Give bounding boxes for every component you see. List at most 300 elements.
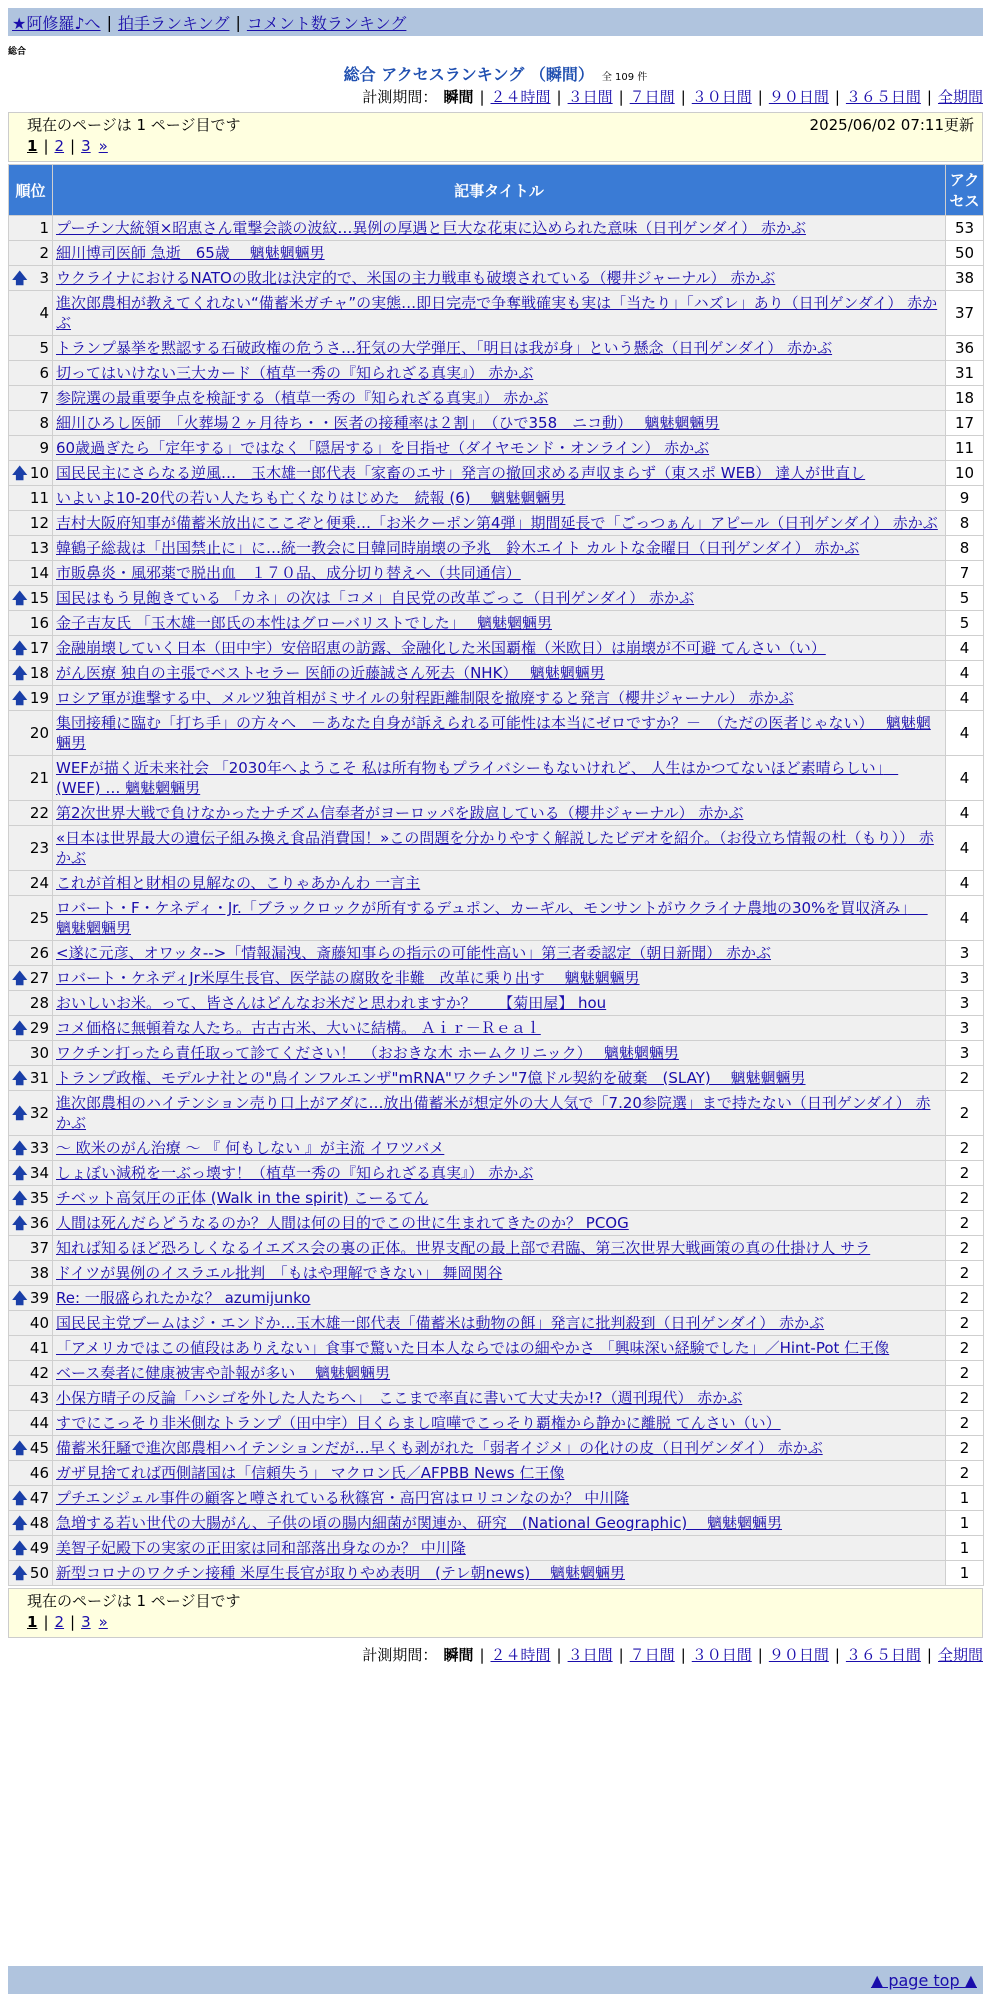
access-count: 8 (946, 536, 984, 561)
rank-number: 24 (29, 874, 49, 892)
rank-cell (9, 611, 53, 636)
top-nav-link[interactable]: 拍手ランキング (117, 13, 230, 33)
table-row (9, 1016, 984, 1041)
rank-cell (9, 1386, 53, 1411)
rank-number: 6 (39, 364, 49, 382)
table-row (9, 486, 984, 511)
period-link[interactable]: ７日間 (629, 1646, 675, 1664)
access-count: 36 (946, 336, 984, 361)
article-link[interactable]: トランプ暴挙を黙認する石破政権の危うさ…狂気の大学弾圧、「明日は我が身」という懸念（日刊ゲンダイ） 赤かぶ (56, 339, 833, 357)
rank-cell (9, 966, 53, 991)
access-count: 8 (946, 511, 984, 536)
title-cell (53, 266, 946, 291)
rank-number: 28 (29, 994, 49, 1012)
rank-cell (9, 801, 53, 826)
access-count: 2 (946, 1066, 984, 1091)
nav-separator: | (106, 12, 112, 32)
top-nav-link[interactable]: ★阿修羅♪へ (12, 13, 101, 33)
rank-cell (9, 586, 53, 611)
table-row (9, 1261, 984, 1286)
period-separator: | (680, 1646, 686, 1664)
access-count: 2 (946, 1261, 984, 1286)
article-link[interactable]: 集団接種に臨む「打ち手」の方々へ －あなた自身が訴えられる可能性は本当にゼロですか？－ （ただの医者じゃない） 魑魅魍魎男 (56, 714, 931, 752)
rank-cell (9, 826, 53, 871)
title-cell (53, 1211, 946, 1236)
rank-cell (9, 411, 53, 436)
access-count: 1 (946, 1536, 984, 1561)
title-cell (53, 486, 946, 511)
period-link[interactable]: ３６５日間 (845, 88, 921, 106)
rank-cell (9, 1286, 53, 1311)
rank-number: 35 (29, 1189, 49, 1207)
rank-number: 4 (39, 304, 49, 322)
rank-number: 33 (29, 1139, 49, 1157)
title-cell (53, 1336, 946, 1361)
title-header: 記事タイトル (53, 165, 946, 216)
title-cell (53, 586, 946, 611)
title-cell (53, 511, 946, 536)
article-link[interactable]: 備蓄米狂騒で進次郎農相ハイテンションだが…早くも剥がれた「弱者イジメ」の化けの皮（日刊ゲンダイ） 赤かぶ (56, 1439, 823, 1457)
table-row (9, 241, 984, 266)
up-arrow-icon: 🡅 (12, 1189, 28, 1207)
rank-number: 16 (29, 614, 49, 632)
article-link[interactable]: 「アメリカではこの値段はありえない」食事で驚いた日本人ならではの細やかさ 「興味深い経験でした」／Hint-Pot 仁王像 (56, 1339, 890, 1357)
rank-number: 25 (29, 909, 49, 927)
article-link[interactable]: 金子吉友氏 「玉木雄一郎氏の本性はグローバリストでした」 魑魅魍魎男 (56, 614, 552, 632)
rank-cell (9, 1486, 53, 1511)
article-link[interactable]: 進次郎農相のハイテンション売り口上がアダに…放出備蓄米が想定外の大人気で「7.20参院選」まで持たない（日刊ゲンダイ） 赤かぶ (56, 1094, 931, 1132)
title-cell (53, 1461, 946, 1486)
category-label: 総合 (8, 47, 27, 57)
pager-page-link[interactable]: 2 (54, 137, 65, 155)
rank-cell (9, 291, 53, 336)
article-link[interactable]: 国民民主にさらなる逆風… 玉木雄一郎代表「家畜のエサ」発言の撤回求める声収まらず（東スポ WEB） 達人が世直し (56, 464, 866, 482)
rank-number: 12 (29, 514, 49, 532)
table-row (9, 966, 984, 991)
article-link[interactable]: 60歳過ぎたら「定年する」ではなく「隠居する」を目指せ（ダイヤモンド・オンライン） 赤かぶ (56, 439, 710, 457)
title-cell (53, 1066, 946, 1091)
article-link[interactable]: ガザ見捨てれば西側諸国は「信頼失う」 マクロン氏／AFPBB News 仁王像 (56, 1464, 565, 1482)
table-row (9, 661, 984, 686)
rank-cell (9, 486, 53, 511)
article-link[interactable]: 細川博司医師 急逝 65歳 魑魅魍魎男 (56, 244, 325, 262)
period-link[interactable]: ２４時間 (490, 88, 551, 106)
access-count: 2 (946, 1236, 984, 1261)
ranking-table-body (9, 216, 984, 1586)
title-cell (53, 941, 946, 966)
table-row (9, 461, 984, 486)
access-count: 4 (946, 711, 984, 756)
access-count: 9 (946, 486, 984, 511)
title-cell (53, 1411, 946, 1436)
article-link[interactable]: WEFが描く近未来社会 「2030年へようこそ 私は所有物もプライバシーもないけれど、 人生はかつてないほど素晴らしい」 (WEF) … 魑魅魍魎男 (56, 759, 899, 797)
up-arrow-icon: 🡅 (12, 1069, 28, 1087)
article-link[interactable]: おいしいお米。って、皆さんはどんなお米だと思われますか？ 【菊田屋】 hou (56, 994, 607, 1012)
rank-number: 3 (39, 269, 49, 287)
access-count: 2 (946, 1361, 984, 1386)
access-count: 3 (946, 991, 984, 1016)
table-row (9, 1536, 984, 1561)
up-arrow-icon: 🡅 (12, 1539, 28, 1557)
article-link[interactable]: ワクチン打ったら責任取って診てください！ （おおきな木 ホームクリニック） 魑魅魍魎男 (56, 1044, 679, 1062)
article-link[interactable]: プーチン大統領×昭恵さん電撃会談の波紋…異例の厚遇と巨大な花束に込められた意味（日刊ゲンダイ） 赤かぶ (56, 219, 806, 237)
pager (9, 1611, 982, 1633)
up-arrow-icon: 🡅 (12, 1104, 28, 1122)
table-row (9, 896, 984, 941)
access-count: 4 (946, 871, 984, 896)
table-row (9, 1186, 984, 1211)
table-row (9, 1561, 984, 1586)
rank-cell (9, 1461, 53, 1486)
rank-cell (9, 1536, 53, 1561)
up-arrow-icon: 🡅 (12, 1164, 28, 1182)
access-count: 3 (946, 941, 984, 966)
period-link[interactable]: ３日間 (567, 1646, 613, 1664)
pager-page-link[interactable]: 3 (81, 137, 91, 155)
rank-number: 10 (29, 464, 49, 482)
article-link[interactable]: 新型コロナのワクチン接種 米厚生長官が取りやめ表明 (テレ朝news) 魑魅魍魎男 (56, 1564, 626, 1582)
table-row (9, 511, 984, 536)
title-cell (53, 1536, 946, 1561)
table-row (9, 266, 984, 291)
article-link[interactable]: 急増する若い世代の大腸がん、子供の頃の腸内細菌が関連か、研究 (National Geographic) 魑魅魍魎男 (56, 1514, 783, 1532)
access-count: 7 (946, 561, 984, 586)
access-count: 53 (946, 216, 984, 241)
table-row (9, 756, 984, 801)
rank-cell (9, 511, 53, 536)
period-link[interactable]: ９０日間 (768, 88, 829, 106)
table-row (9, 411, 984, 436)
rank-number: 14 (29, 564, 49, 582)
up-arrow-icon: 🡅 (12, 639, 28, 657)
period-link[interactable]: ３６５日間 (845, 1646, 921, 1664)
rank-number: 34 (29, 1164, 49, 1182)
rank-number: 36 (29, 1214, 49, 1232)
article-link[interactable]: Re: 一服盛られたかな？ azumijunko (56, 1289, 311, 1307)
article-link[interactable]: 金融崩壊していく日本（田中宇）安倍昭恵の訪露、金融化した米国覇権（米欧日）は崩壊が不可避 てんさい（い） (56, 639, 826, 657)
rank-number: 11 (29, 489, 49, 507)
period-link[interactable]: ９０日間 (768, 1646, 829, 1664)
table-row (9, 611, 984, 636)
rank-cell (9, 536, 53, 561)
rank-cell (9, 1261, 53, 1286)
period-link[interactable]: ７日間 (629, 88, 675, 106)
rank-cell (9, 1511, 53, 1536)
rank-header: 順位 (9, 165, 53, 216)
table-row (9, 1136, 984, 1161)
up-arrow-icon: 🡅 (12, 1289, 28, 1307)
title-cell (53, 896, 946, 941)
rank-cell (9, 461, 53, 486)
period-current: 瞬間 (443, 88, 474, 106)
article-link[interactable]: ロシア軍が進撃する中、メルツ独首相がミサイルの射程距離制限を撤廃すると発言（櫻井ジャーナル） 赤かぶ (56, 689, 794, 707)
nav-separator: | (235, 12, 241, 32)
title-cell (53, 411, 946, 436)
up-arrow-icon: 🡅 (12, 1439, 28, 1457)
access-count: 1 (946, 1511, 984, 1536)
table-row (9, 586, 984, 611)
table-row (9, 1361, 984, 1386)
table-row (9, 1436, 984, 1461)
rank-cell (9, 1236, 53, 1261)
access-count: 31 (946, 361, 984, 386)
article-link[interactable]: 参院選の最重要争点を検証する（植草一秀の『知られざる真実』） 赤かぶ (56, 389, 549, 407)
rank-number: 42 (29, 1364, 49, 1382)
rank-cell (9, 1211, 53, 1236)
rank-number: 46 (29, 1464, 49, 1482)
rank-cell (9, 871, 53, 896)
title-cell (53, 661, 946, 686)
article-link[interactable]: ベース奏者に健康被害や訃報が多い 魑魅魍魎男 (56, 1364, 391, 1382)
article-link[interactable]: ウクライナにおけるNATOの敗北は決定的で、米国の主力戦車も破壊されている（櫻井ジャーナル） 赤かぶ (56, 269, 776, 287)
article-link[interactable]: チベット高気圧の正体 (Walk in the spirit) こーるてん (56, 1189, 429, 1207)
period-separator: | (757, 88, 763, 106)
access-count: 10 (946, 461, 984, 486)
table-row (9, 636, 984, 661)
table-row (9, 1286, 984, 1311)
table-row (9, 991, 984, 1016)
article-link[interactable]: プチエンジェル事件の顧客と噂されている秋篠宮・高円宮はロリコンなのか？ 中川隆 (56, 1489, 630, 1507)
rank-number: 20 (29, 724, 49, 742)
rank-number: 41 (29, 1339, 49, 1357)
rank-cell (9, 1016, 53, 1041)
rank-number: 13 (29, 539, 49, 557)
article-link[interactable]: コメ価格に無頓着な人たち。古古古米、大いに結構。 Ａｉｒ－Ｒｅａｌ (56, 1019, 541, 1037)
rank-number: 38 (29, 1264, 49, 1282)
rank-number: 1 (39, 219, 49, 237)
up-arrow-icon: 🡅 (12, 969, 28, 987)
rank-number: 17 (29, 639, 49, 657)
rank-number: 26 (29, 944, 49, 962)
page-heading (0, 62, 991, 85)
title-cell (53, 1311, 946, 1336)
access-count: 2 (946, 1286, 984, 1311)
top-nav-bar (8, 8, 983, 36)
rank-cell (9, 1161, 53, 1186)
rank-number: 50 (29, 1564, 49, 1582)
pager-separator: | (43, 1613, 49, 1631)
pager-next-link[interactable]: » (98, 1613, 108, 1631)
rank-cell (9, 1361, 53, 1386)
up-arrow-icon: 🡅 (12, 1139, 28, 1157)
rank-cell (9, 1091, 53, 1136)
rank-cell (9, 711, 53, 756)
rank-number: 23 (29, 839, 49, 857)
rank-number: 8 (39, 414, 49, 432)
rank-cell (9, 686, 53, 711)
table-row (9, 1236, 984, 1261)
period-label: 計測期間： (362, 88, 438, 106)
article-link[interactable]: がん医療 独自の主張でベストセラー 医師の近藤誠さん死去（NHK） 魑魅魍魎男 (56, 664, 605, 682)
period-link[interactable]: ３０日間 (691, 1646, 752, 1664)
up-arrow-icon: 🡅 (12, 269, 28, 287)
period-separator: | (618, 88, 624, 106)
access-count: 3 (946, 1016, 984, 1041)
pager-page-link[interactable]: 3 (81, 1613, 91, 1631)
access-count: 50 (946, 241, 984, 266)
rank-number: 29 (29, 1019, 49, 1037)
period-separator: | (680, 88, 686, 106)
heading-count: 全 109 件 (601, 72, 648, 83)
up-arrow-icon: 🡅 (12, 1564, 28, 1582)
rank-number: 21 (29, 769, 49, 787)
access-count: 4 (946, 826, 984, 871)
table-row (9, 1461, 984, 1486)
period-link[interactable]: 全期間 (937, 88, 983, 106)
title-cell (53, 461, 946, 486)
period-current: 瞬間 (443, 1646, 474, 1664)
title-cell (53, 636, 946, 661)
access-header: アクセス (946, 165, 984, 216)
period-link[interactable]: ３日間 (567, 88, 613, 106)
article-link[interactable]: 市販鼻炎・風邪薬で脱出血 １７０品、成分切り替えへ（共同通信） (56, 564, 521, 582)
title-cell (53, 1486, 946, 1511)
rank-cell (9, 266, 53, 291)
article-link[interactable]: ドイツが異例のイスラエル批判 「もはや理解できない」 舞岡関谷 (56, 1264, 503, 1282)
title-cell (53, 711, 946, 756)
article-link[interactable]: 切ってはいけない三大カード（植草一秀の『知られざる真実』） 赤かぶ (56, 364, 534, 382)
article-link[interactable]: これが首相と財相の見解なの、こりゃあかんわ 一言主 (56, 874, 421, 892)
article-link[interactable]: 国民民主党ブームはジ・エンドか…玉木雄一郎代表「備蓄米は動物の餌」発言に批判殺到（日刊ゲンダイ） 赤かぶ (56, 1314, 825, 1332)
rank-cell (9, 241, 53, 266)
pager (9, 135, 982, 157)
table-row (9, 941, 984, 966)
rank-cell (9, 1336, 53, 1361)
pager-separator: | (43, 137, 49, 155)
rank-cell (9, 991, 53, 1016)
table-row (9, 561, 984, 586)
title-cell (53, 1041, 946, 1066)
article-link[interactable]: ～ 欧米のがん治療 ～ 『 何もしない 』が主流 イワツバメ (56, 1139, 445, 1157)
pager-next-link[interactable]: » (98, 137, 108, 155)
table-row (9, 1161, 984, 1186)
up-arrow-icon: 🡅 (12, 1214, 28, 1232)
top-nav-link[interactable]: コメント数ランキング (246, 13, 407, 33)
article-link[interactable]: ロバート・F・ケネディ・Jr.「ブラックロックが所有するデュポン、カーギル、モンサントがウクライナ農地の30%を買収済み」 魑魅魍魎男 (56, 899, 928, 937)
rank-number: 43 (29, 1389, 49, 1407)
rank-cell (9, 436, 53, 461)
period-separator: | (618, 1646, 624, 1664)
access-count: 4 (946, 896, 984, 941)
rank-number: 37 (29, 1239, 49, 1257)
title-cell (53, 361, 946, 386)
article-link[interactable]: 美智子妃殿下の実家の正田家は同和部落出身なのか？ 中川隆 (56, 1539, 466, 1557)
title-cell (53, 386, 946, 411)
rank-cell (9, 361, 53, 386)
page-info-row (9, 113, 982, 135)
heading-title: 総合 アクセスランキング （瞬間） (343, 65, 594, 84)
title-cell (53, 216, 946, 241)
table-row (9, 1091, 984, 1136)
up-arrow-icon: 🡅 (12, 664, 28, 682)
article-link[interactable]: すでにこっそり非米側なトランプ（田中宇）目くらまし喧嘩でこっそり覇権から静かに離脱 てんさい（い） (56, 1414, 781, 1432)
access-count: 2 (946, 1186, 984, 1211)
rank-number: 49 (29, 1539, 49, 1557)
article-link[interactable]: <遂に元彦、オワッタ-->「情報漏洩、斎藤知事らの指示の可能性高い」第三者委認定（朝日新聞） 赤かぶ (56, 944, 771, 962)
rank-number: 32 (29, 1104, 49, 1122)
article-link[interactable]: 韓鶴子総裁は「出国禁止に」に…統一教会に日韓同時崩壊の予兆 鈴木エイト カルトな金曜日（日刊ゲンダイ） 赤かぶ (56, 539, 860, 557)
rank-number: 45 (29, 1439, 49, 1457)
rank-cell (9, 1066, 53, 1091)
period-link[interactable]: ２４時間 (490, 1646, 551, 1664)
access-count: 5 (946, 611, 984, 636)
rank-number: 27 (29, 969, 49, 987)
period-separator: | (479, 1646, 485, 1664)
access-count: 18 (946, 386, 984, 411)
article-link[interactable]: 細川ひろし医師 「火葬場２ヶ月待ち・・医者の接種率は２割」 （ひで358 ニコ動） 魑魅魍魎男 (56, 414, 720, 432)
up-arrow-icon: 🡅 (12, 464, 28, 482)
access-count: 11 (946, 436, 984, 461)
table-row (9, 386, 984, 411)
rank-number: 40 (29, 1314, 49, 1332)
table-row (9, 1311, 984, 1336)
access-count: 2 (946, 1136, 984, 1161)
rank-cell (9, 1311, 53, 1336)
table-row (9, 801, 984, 826)
rank-cell (9, 636, 53, 661)
article-link[interactable]: 吉村大阪府知事が備蓄米放出にここぞと便乗…「お米クーポン第4弾」期間延長で「ごっつぁん」アピール（日刊ゲンダイ） 赤かぶ (56, 514, 938, 532)
article-link[interactable]: 小保方晴子の反論「ハシゴを外した人たちへ」 ここまで率直に書いて大丈夫か!?（週刊現代） 赤かぶ (56, 1389, 743, 1407)
title-cell (53, 1186, 946, 1211)
pager-separator: | (70, 137, 76, 155)
title-cell (53, 1361, 946, 1386)
article-link[interactable]: 人間は死んだらどうなるのか？人間は何の目的でこの世に生まれてきたのか？ PCOG (56, 1214, 629, 1232)
period-link[interactable]: ３０日間 (691, 88, 752, 106)
title-cell (53, 561, 946, 586)
table-row (9, 1336, 984, 1361)
page-info-bottom (8, 1588, 983, 1638)
period-link[interactable]: 全期間 (937, 1646, 983, 1664)
article-link[interactable]: トランプ政権、モデルナ社との"鳥インフルエンザ"mRNA"ワクチン"7億ドル契約を破棄 (SLAY) 魑魅魍魎男 (56, 1069, 806, 1087)
article-link[interactable]: ロバート・ケネディJr米厚生長官、医学誌の腐敗を非難 改革に乗り出す 魑魅魍魎男 (56, 969, 640, 987)
page-top-link[interactable]: ▲ page top ▲ (870, 1970, 977, 1990)
table-row (9, 436, 984, 461)
title-cell (53, 801, 946, 826)
title-cell (53, 436, 946, 461)
rank-cell (9, 941, 53, 966)
access-count: 4 (946, 686, 984, 711)
access-count: 2 (946, 1386, 984, 1411)
title-cell (53, 1261, 946, 1286)
article-link[interactable]: 第2次世界大戦で負けなかったナチズム信奉者がヨーロッパを跋扈している（櫻井ジャーナル） 赤かぶ (56, 804, 744, 822)
article-link[interactable]: しょぼい減税を一ぶっ壊す！（植草一秀の『知られざる真実』） 赤かぶ (56, 1164, 534, 1182)
article-link[interactable]: 進次郎農相が教えてくれない“備蓄米ガチャ”の実態…即日完売で争奪戦確実も実は「当たり」「ハズレ」あり（日刊ゲンダイ） 赤かぶ (56, 294, 938, 332)
period-separator: | (556, 1646, 562, 1664)
title-cell (53, 756, 946, 801)
access-count: 2 (946, 1411, 984, 1436)
rank-cell (9, 1186, 53, 1211)
pager-current-page: 1 (27, 137, 38, 155)
article-link[interactable]: いよいよ10-20代の若い人たちも亡くなりはじめた 続報 (6) 魑魅魍魎男 (56, 489, 566, 507)
page-info-top (8, 112, 983, 162)
up-arrow-icon: 🡅 (12, 589, 28, 607)
title-cell (53, 336, 946, 361)
access-count: 2 (946, 1311, 984, 1336)
title-cell (53, 1436, 946, 1461)
article-link[interactable]: «日本は世界最大の遺伝子組み換え食品消費国！»この問題を分かりやすく解説したビデオを紹介。（お役立ち情報の杜（もり）） 赤かぶ (56, 829, 934, 867)
article-link[interactable]: 知れば知るほど恐ろしくなるイエズス会の裏の正体。世界支配の最上部で君臨、第三次世界大戦画策の真の仕掛け人 サラ (56, 1239, 871, 1257)
access-count: 3 (946, 966, 984, 991)
period-separator: | (479, 88, 485, 106)
access-count: 1 (946, 1561, 984, 1586)
title-cell (53, 871, 946, 896)
table-row (9, 1411, 984, 1436)
rank-number: 19 (29, 689, 49, 707)
title-cell (53, 686, 946, 711)
table-header-row (9, 165, 984, 216)
article-link[interactable]: 国民はもう見飽きている 「カネ」の次は「コメ」自民党の改革ごっこ（日刊ゲンダイ） 赤かぶ (56, 589, 695, 607)
pager-page-link[interactable]: 2 (54, 1613, 65, 1631)
